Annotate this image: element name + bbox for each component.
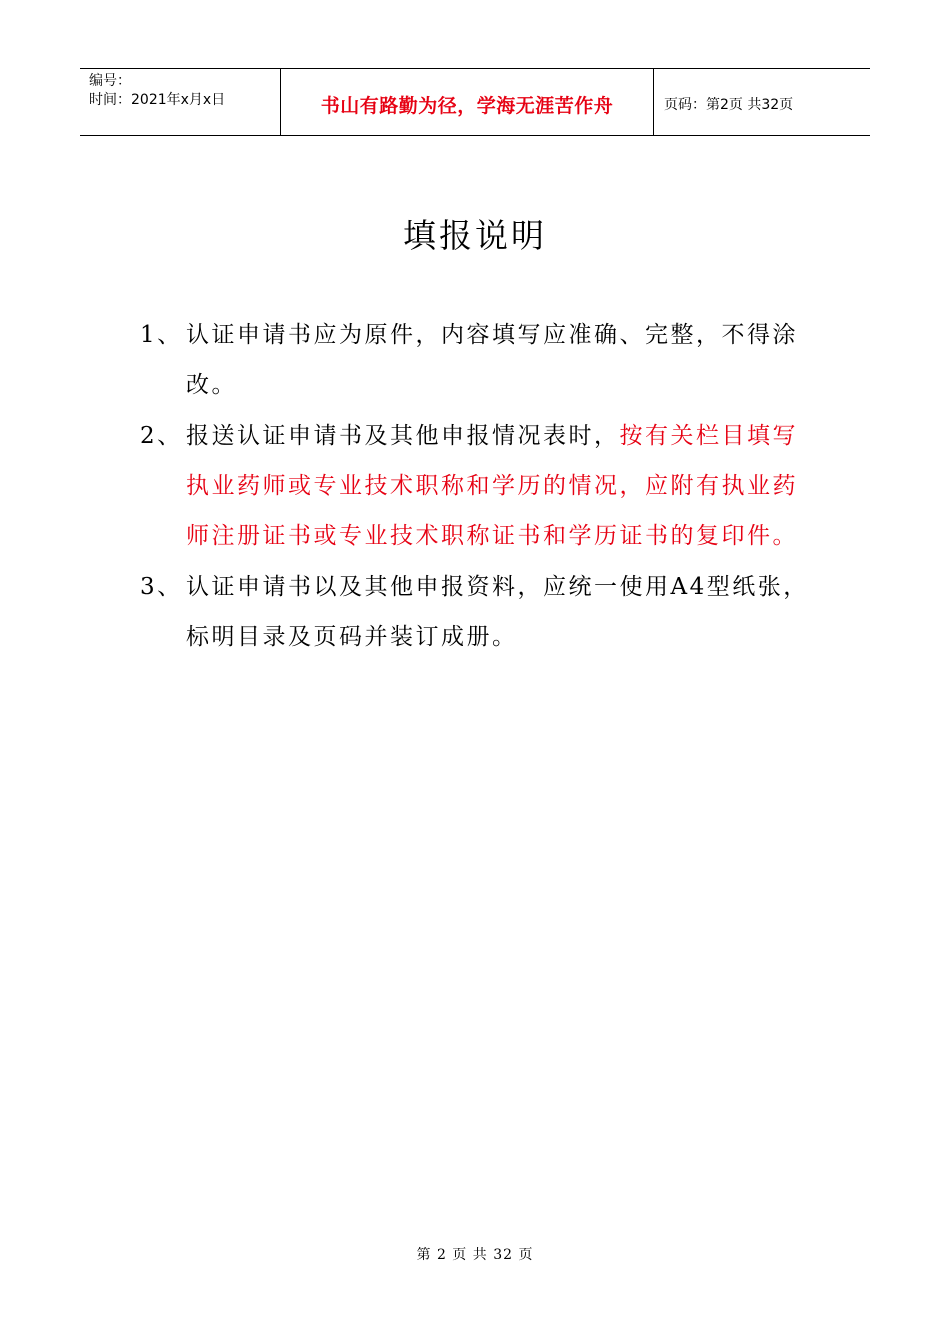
header-page-cell — [654, 69, 870, 135]
page-code: 页码：第2页 共32页 — [664, 97, 794, 113]
time-label: 时间：2021年x月x日 — [89, 92, 226, 108]
item-text-black: 认证申请书以及其他申报资料，应统一使用A4型纸张，标明目录及页码并装订成册。 — [186, 574, 809, 650]
item-text-highlight: 按有关栏目填写执业药师或专业技术职称和学历的情况，应附有执业药师注册证书或专业技术职称证书和学历证书的复印件。 — [186, 423, 798, 549]
page-footer: 第 2 页 共 32 页 — [416, 1247, 534, 1263]
document-header — [80, 68, 870, 136]
header-meta-cell — [80, 69, 281, 135]
item-number: 3、 — [140, 574, 183, 600]
item-number: 2、 — [140, 423, 183, 449]
list-item — [140, 411, 820, 561]
instruction-list — [140, 310, 820, 663]
page-title: 填报说明 — [403, 216, 547, 255]
motto-text: 书山有路勤为径，学海无涯苦作舟 — [320, 94, 614, 117]
list-item — [140, 562, 820, 662]
list-item — [140, 310, 820, 410]
item-text-black: 报送认证申请书及其他申报情况表时， — [186, 423, 620, 449]
header-motto-cell — [281, 69, 654, 135]
item-text — [186, 310, 812, 410]
item-text — [186, 562, 812, 662]
item-text — [186, 411, 812, 561]
number-label: 编号： — [89, 73, 131, 89]
item-text-black: 认证申请书应为原件，内容填写应准确、完整，不得涂改。 — [186, 322, 798, 398]
item-number: 1、 — [140, 322, 183, 348]
